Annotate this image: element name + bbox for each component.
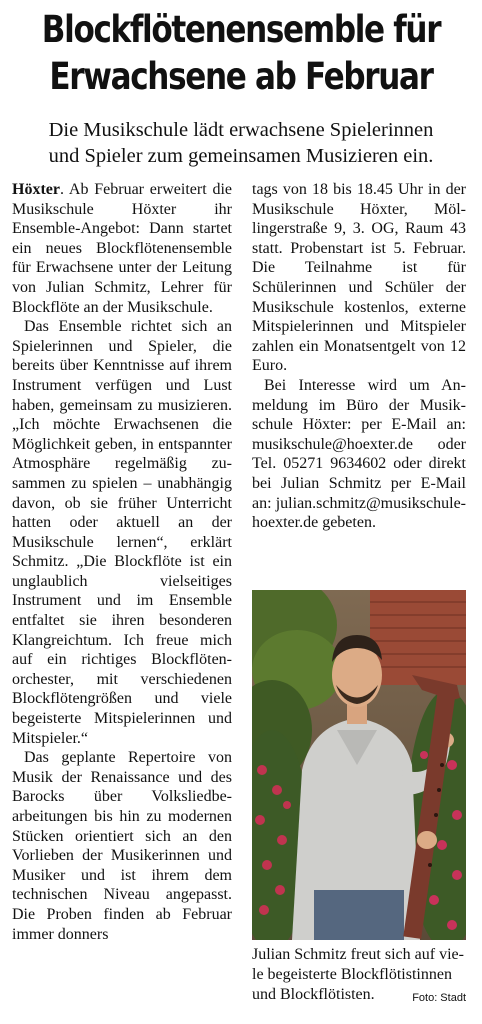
- caption-text: Julian Schmitz freut sich auf viele begeisterte Blockflötistinnen und Blockflötisten.: [252, 946, 464, 1003]
- subhead-line-1: Die Musikschule lädt erwachsene Spielerinnen: [48, 119, 434, 141]
- paragraph-1: [12, 180, 232, 317]
- paragraph-4: tags von 18 bis 18.45 Uhr in der Musikschule Höxter, Möllingerstraße 9, 3. OG, Raum 43 statt. Probenstart ist 5. Februar. Die Teilnahme ist für Schülerinnen und Schüler der Musikschule kostenlos, externe Mitspielerinnen und Mitspieler zahlen ein Monatsentgelt von 12 Euro.: [252, 181, 466, 375]
- paragraph-5: Bei Interesse wird um Anmeldung im Büro der Musikschule Höxter: per E-Mail an: musikschule@hoexter.de oder Tel. 05271 9634602 oder direkt bei Julian Schmitz per E-Mail an: julian.schmitz@musikschule-hoexter.de gebeten.: [252, 376, 466, 532]
- subhead-line-2: und Spieler zum gemeinsamen Musizieren ein.: [48, 145, 434, 167]
- photo-credit: Foto: Stadt: [412, 992, 466, 1004]
- dateline: Höxter: [12, 181, 60, 198]
- article-column-1: [12, 180, 232, 944]
- photo-caption: [252, 945, 466, 1008]
- headline: [39, 6, 444, 100]
- subheadline: [0, 117, 482, 169]
- headline-line-1: Blockflötenensemble für: [41, 8, 441, 51]
- paragraph-2: Das Ensemble richtet sich an Spielerinnen und Spieler, die bereits über Kenntnisse auf ihrem Instrument verfügen und Lust haben, gemeinsam zu musizieren. „Ich möchte Erwachsenen die Möglichkeit geben, in entspannter Atmosphäre regelmäßig zusammen zu spielen – unabhängig davon, ob sie früher Unterricht hatten oder aktuell an der Musikschule lernen“, erklärt Schmitz. „Die Blockflöte ist ein unglaublich vielseitiges Instrument und im Ensemble entfaltet sie ihren besonderen Klangreichtum. Ich freue mich auf ein richtiges Blockflötenorchester, mit verschiedenen Blockflötengrößen und viele begeisterte Mitspielerinnen und Mitspieler.“: [12, 318, 232, 747]
- article-photo: [252, 590, 466, 940]
- headline-line-2: Erwachsene ab Februar: [49, 55, 433, 98]
- article-column-2: [252, 180, 466, 533]
- paragraph-1-text: . Ab Februar erweitert die Musikschule Höxter ihr Ensemble-Angebot: Dann startet ein neues Blockflötenensemble für Erwachsene unter der Leitung von Julian Schmitz, Lehrer für Blockflöte an der Musikschule.: [12, 181, 232, 316]
- paragraph-3: Das geplante Repertoire von Musik der Renaissance und des Barocks über Volksliedbearbeitungen bis hin zu modernen Stücken orientiert sich an den Vorlieben der Musikerinnen und Musiker und ist ihrem dem technischen Niveau angepasst. Die Proben finden ab Februar immer donners: [12, 749, 232, 943]
